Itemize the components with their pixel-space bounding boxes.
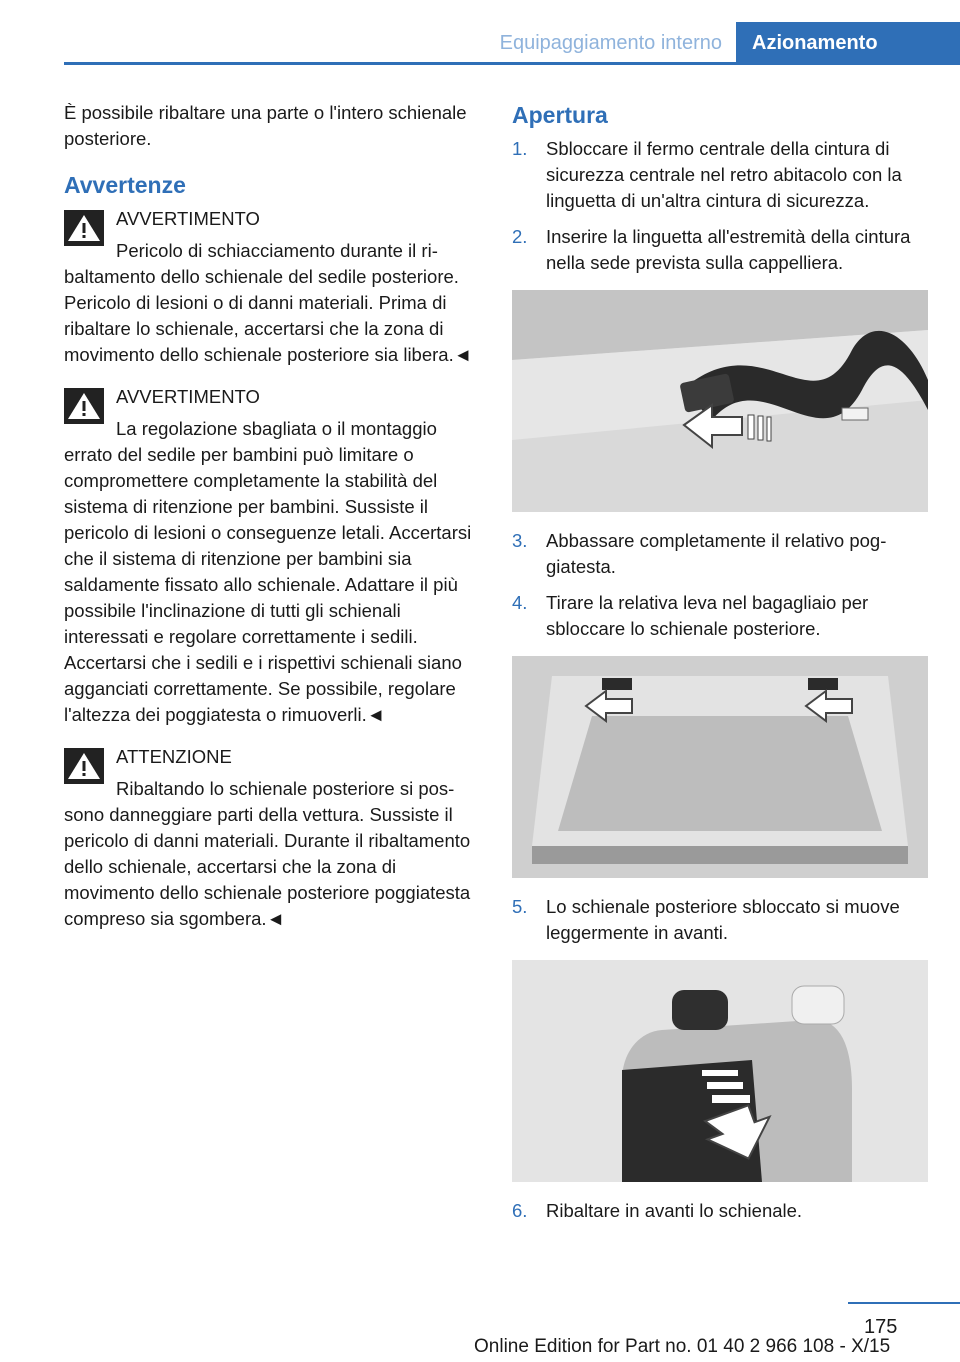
warning-triangle-icon — [64, 388, 104, 424]
step-number: 1. — [512, 138, 528, 159]
steps-list-d — [512, 1198, 928, 1224]
belt-tongue-image — [512, 290, 928, 512]
step-text: Tirare la relativa leva nel bagagliaio per sbloccare lo schienale posteriore. — [546, 592, 869, 639]
step-item — [512, 528, 928, 580]
steps-list-c — [512, 894, 928, 946]
warnings-heading: Avvertenze — [64, 172, 186, 198]
warning-block-1 — [64, 206, 480, 368]
trunk-release-levers-illustration — [512, 656, 928, 878]
belt-tongue-illustration — [512, 290, 928, 512]
warning-block-3 — [64, 744, 480, 932]
header-rule — [64, 62, 960, 65]
step-number: 4. — [512, 592, 528, 613]
rear-seat-image — [512, 960, 928, 1182]
step-number: 6. — [512, 1200, 528, 1221]
step-number: 2. — [512, 226, 528, 247]
footer-rule — [848, 1302, 960, 1304]
rear-seat-backrest-illustration — [512, 960, 928, 1182]
step-text: Sbloccare il fermo centrale della cintura di sicurezza centrale nel retro abitacolo con la linguetta di un'altra cintura di sicurezza. — [546, 138, 902, 211]
warning-text: La regolazione sbagliata o il montaggio errato del sedile per bambini può limitare o compromettere completamente la stabilità del sistema di ritenzione per bambini. Sussiste il pericolo di lesioni o conseguenze letali. Accertarsi che il sistema di ritenzione per bambini sia saldamente fissato allo schienale. Adattare il più possibile l'inclinazione di tutti gli schienali interessati e regolare correttamente i sedili. Accertarsi che i sedili e i rispettivi schienali siano agganciati correttamente. Se possibile, regolare l'altezza dei poggiatesta o rimuoverli.◄ — [64, 418, 472, 725]
step-number: 5. — [512, 896, 528, 917]
step-item — [512, 894, 928, 946]
step-item — [512, 1198, 928, 1224]
step-item — [512, 224, 928, 276]
step-text: Lo schienale posteriore sbloccato si muove leggermente in avanti. — [546, 896, 900, 943]
steps-list-b — [512, 528, 928, 642]
intro-paragraph: È possibile ribaltare una parte o l'intero schienale posteriore. — [64, 102, 467, 149]
caution-title: ATTENZIONE — [116, 746, 232, 767]
opening-heading: Apertura — [512, 102, 608, 128]
warning-triangle-icon — [64, 748, 104, 784]
header-section-title: Equipaggiamento interno — [499, 31, 722, 54]
warning-title: AVVERTIMENTO — [116, 208, 260, 229]
step-text: Ribaltare in avanti lo schienale. — [546, 1200, 803, 1221]
step-item — [512, 136, 928, 214]
warning-triangle-icon — [64, 210, 104, 246]
warning-text: Pericolo di schiacciamento durante il ribaltamento dello schienale del sedile posteriore. Pericolo di lesioni o di danni materiali. Prima di ribaltare lo schienale, accertarsi che la zona di movimento dello schienale posteriore sia libera.◄ — [64, 240, 473, 365]
page-number: 175 — [864, 1316, 898, 1338]
caution-text: Ribaltando lo schienale posteriore si possono danneggiare parti della vettura. Sussiste il pericolo di danni materiali. Durante il ribaltamento dello schienale, accertarsi che la zona di movimento dello schienale posteriore poggiatesta compreso sia sgombera.◄ — [64, 778, 471, 929]
footer-edition-text: Online Edition for Part no. 01 40 2 966 108 - X/15 — [474, 1336, 891, 1357]
step-number: 3. — [512, 530, 528, 551]
step-text: Inserire la linguetta all'estremità della cintura nella sede prevista sulla cappelliera. — [546, 226, 911, 273]
left-column — [64, 100, 480, 948]
trunk-image — [512, 656, 928, 878]
right-column — [512, 100, 928, 1234]
header-chapter-tab: Azionamento — [736, 22, 960, 65]
warning-title: AVVERTIMENTO — [116, 386, 260, 407]
warning-block-2 — [64, 384, 480, 728]
steps-list-a — [512, 136, 928, 276]
step-text: Abbassare completamente il relativo poggiatesta. — [546, 530, 887, 577]
step-item — [512, 590, 928, 642]
